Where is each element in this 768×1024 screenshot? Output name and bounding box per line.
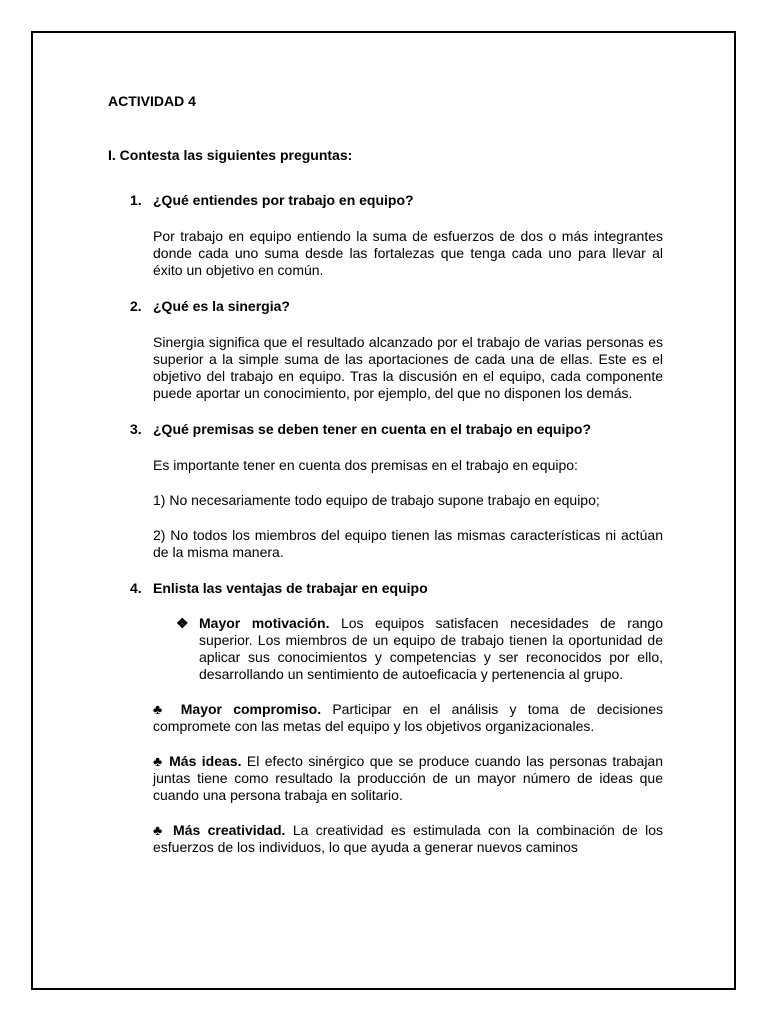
club-bullet-icon: ♣ [153, 753, 170, 769]
club-bullet-icon: ♣ [153, 701, 181, 717]
premise-2: 2) No todos los miembros del equipo tienen las mismas características ni actúan de la misma manera. [153, 527, 663, 560]
document-title: ACTIVIDAD 4 [108, 93, 196, 109]
question-text: Enlista las ventajas de trabajar en equipo [153, 580, 428, 596]
advantage-text: Los equipos satisfacen necesidades de rango superior. Los miembros de un equipo de trabajo tienen la oportunidad de aplicar sus conocimientos y competencias y ser reconocidos por ello, desarrollando un sentimiento de autoeficacia y pertenencia al grupo. [199, 615, 664, 682]
advantage-label: Más ideas. [169, 753, 242, 769]
advantage-creatividad [153, 822, 663, 856]
diamond-bullet-icon: ❖ [176, 615, 189, 631]
advantage-label: Más creatividad. [173, 822, 286, 838]
premise-1: 1) No necesariamente todo equipo de trabajo supone trabajo en equipo; [153, 492, 600, 508]
answer-paragraph: Por trabajo en equipo entiendo la suma de esfuerzos de dos o más integrantes donde cada uno suma desde las fortalezas que tenga cada uno para llevar al éxito un objetivo en común. [153, 228, 663, 278]
question-number: 1. [130, 192, 142, 208]
advantage-compromiso [153, 701, 663, 735]
advantage-text: El efecto sinérgico que se produce cuando las personas trabajan juntas tiene como resultado la producción de un mayor número de ideas que cuando una persona trabaja en solitario. [153, 753, 663, 803]
question-4 [130, 580, 663, 597]
advantage-text: La creatividad es estimulada con la combinación de los esfuerzos de los individuos, lo que ayuda a generar nuevos caminos [153, 822, 664, 855]
advantage-label: Mayor compromiso. [180, 701, 322, 717]
question-text: ¿Qué entiendes por trabajo en equipo? [153, 192, 414, 208]
question-1 [130, 192, 663, 209]
answer-paragraph: Es importante tener en cuenta dos premisas en el trabajo en equipo: [153, 457, 578, 473]
advantage-ideas [153, 753, 663, 804]
question-number: 4. [130, 580, 142, 596]
advantage-motivation [176, 615, 664, 683]
document-page [31, 31, 736, 990]
question-text: ¿Qué premisas se deben tener en cuenta en el trabajo en equipo? [153, 421, 592, 437]
question-3 [130, 421, 663, 438]
answer-paragraph: Sinergia significa que el resultado alcanzado por el trabajo de varias personas es superior a la simple suma de las aportaciones de cada una de ellas. Este es el objetivo del trabajo en equipo. Tras la discusión en el equipo, cada componente puede aportar un conocimiento, por ejemplo, del que no disponen los demás. [153, 334, 663, 401]
section-heading: I. Contesta las siguientes preguntas: [108, 147, 353, 163]
question-number: 2. [130, 298, 142, 314]
advantage-label: Mayor motivación. [199, 615, 330, 631]
question-text: ¿Qué es la sinergia? [153, 298, 290, 314]
club-bullet-icon: ♣ [153, 822, 174, 838]
question-2 [130, 298, 663, 315]
document-content [108, 93, 663, 856]
advantage-text: Participar en el análisis y toma de decisiones compromete con las metas del equipo y los objetivos organizacionales. [153, 701, 663, 734]
question-number: 3. [130, 421, 142, 437]
